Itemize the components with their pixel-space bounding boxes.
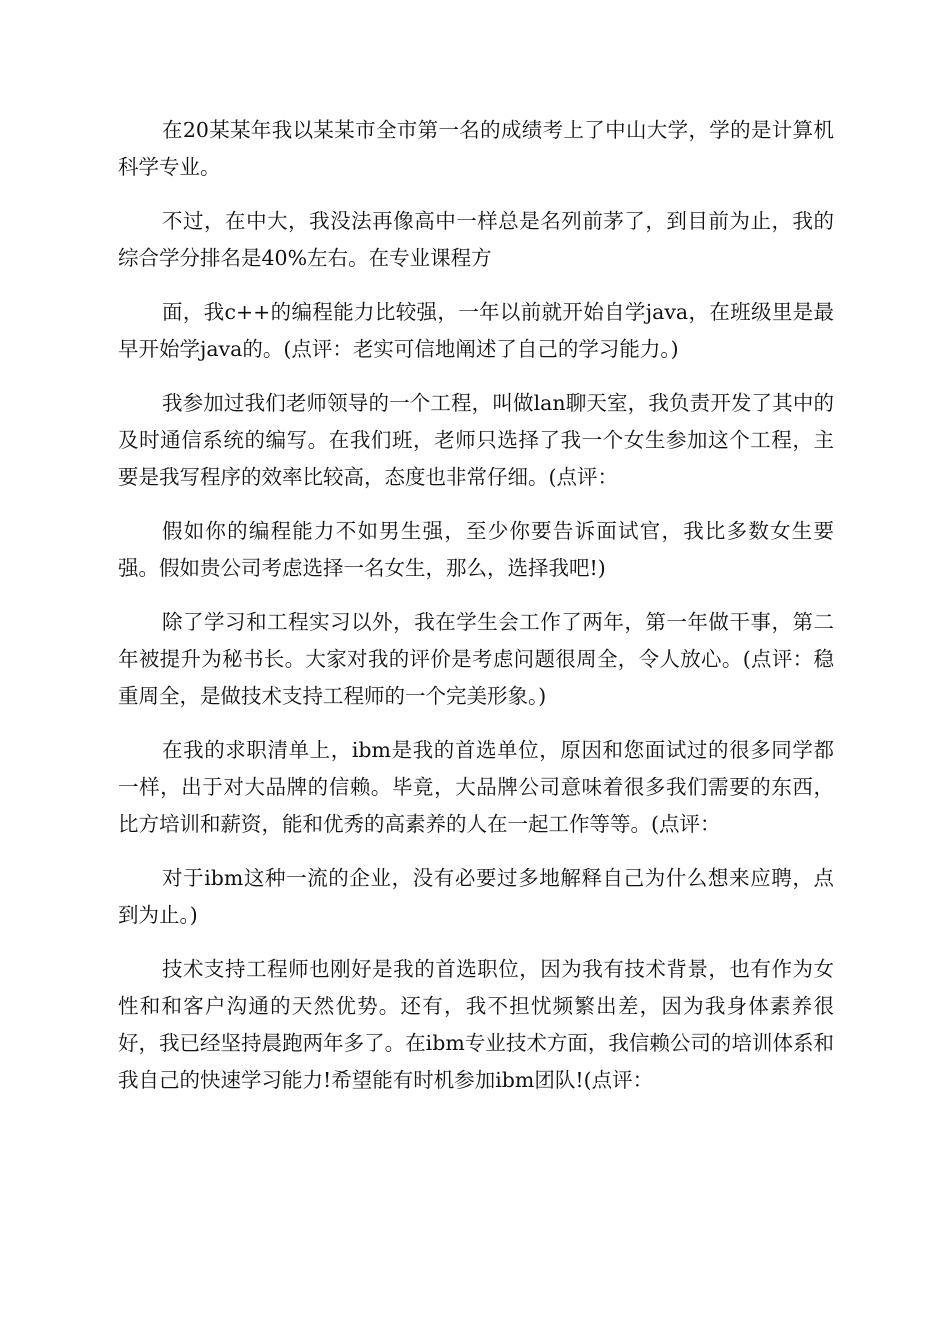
- paragraph-9: 技术支持工程师也刚好是我的首选职位，因为我有技术背景，也有作为女性和和客户沟通的天然优势。还有，我不担忧频繁出差，因为我身体素养很好，我已经坚持晨跑两年多了。在ibm专业技术方面，我信赖公司的培训体系和我自己的快速学习能力!希望能有时机参加ibm团队!(点评：: [118, 957, 834, 1092]
- document-body: [118, 112, 834, 1116]
- paragraph-1: 在20某某年我以某某市全市第一名的成绩考上了中山大学，学的是计算机科学专业。: [118, 118, 834, 179]
- paragraph-4: 我参加过我们老师领导的一个工程，叫做lan聊天室，我负责开发了其中的及时通信系统的编写。在我们班，老师只选择了我一个女生参加这个工程，主要是我写程序的效率比较高，态度也非常仔细。(点评：: [118, 391, 834, 489]
- paragraph-6: 除了学习和工程实习以外，我在学生会工作了两年，第一年做干事，第二年被提升为秘书长。大家对我的评价是考虑问题很周全，令人放心。(点评：稳重周全，是做技术支持工程师的一个完美形象。): [118, 610, 834, 708]
- paragraph-5: 假如你的编程能力不如男生强，至少你要告诉面试官，我比多数女生要强。假如贵公司考虑选择一名女生，那么，选择我吧!): [118, 519, 834, 580]
- paragraph-2: 不过，在中大，我没法再像高中一样总是名列前茅了，到目前为止，我的综合学分排名是40%左右。在专业课程方: [118, 209, 834, 270]
- paragraph-3: 面，我c++的编程能力比较强，一年以前就开始自学java，在班级里是最早开始学java的。(点评：老实可信地阐述了自己的学习能力。): [118, 300, 834, 361]
- paragraph-7: 在我的求职清单上，ibm是我的首选单位，原因和您面试过的很多同学都一样，出于对大品牌的信赖。毕竟，大品牌公司意味着很多我们需要的东西，比方培训和薪资，能和优秀的高素养的人在一起工作等等。(点评：: [118, 738, 834, 836]
- paragraph-8: 对于ibm这种一流的企业，没有必要过多地解释自己为什么想来应聘，点到为止。): [118, 866, 834, 927]
